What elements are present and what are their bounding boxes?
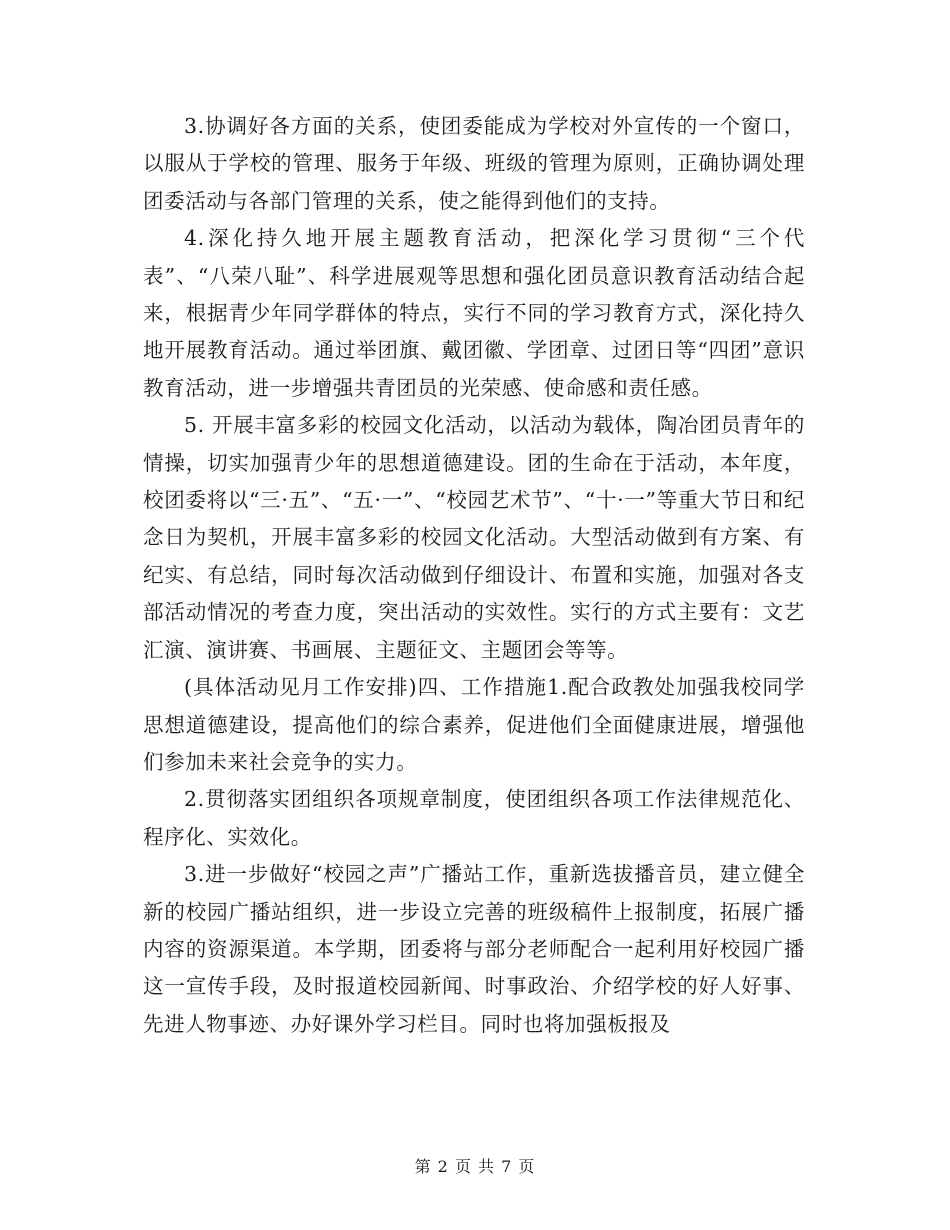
paragraph-item-4-theme-education: 4.深化持久地开展主题教育活动，把深化学习贯彻“三个代表”、“八荣八耻”、科学进展观等思想和强化团员意识教育活动结合起来，根据青少年同学群体的特点，实行不同的学习教育方式，深化持久地开展教育活动。通过举团旗、戴团徽、学团章、过团日等“四团”意识教育活动，进一步增强共青团员的光荣感、使命感和责任感。 <box>143 226 805 400</box>
document-body <box>143 108 805 1043</box>
paragraph-item-5-campus-culture: 5. 开展丰富多彩的校园文化活动，以活动为载体，陶冶团员青年的情操，切实加强青少年的思想道德建设。团的生命在于活动，本年度，校团委将以“三·五”、“五·一”、“校园艺术节”、“十·一”等重大节日和纪念日为契机，开展丰富多彩的校园文化活动。大型活动做到有方案、有纪实、有总结，同时每次活动做到仔细设计、布置和实施，加强对各支部活动情况的考查力度，突出活动的实效性。实行的方式主要有：文艺汇演、演讲赛、书画展、主题征文、主题团会等等。 <box>143 413 805 662</box>
paragraph-work-measures-3: 3.进一步做好“校园之声”广播站工作，重新选拔播音员，建立健全新的校园广播站组织，进一步设立完善的班级稿件上报制度，拓展广播内容的资源渠道。本学期，团委将与部分老师配合一起利用好校园广播这一宣传手段，及时报道校园新闻、时事政治、介绍学校的好人好事、先进人物事迹、办好课外学习栏目。同时也将加强板报及 <box>143 862 805 1036</box>
page-number-footer: 第 2 页 共 7 页 <box>414 1157 536 1176</box>
paragraph-work-measures-2: 2.贯彻落实团组织各项规章制度，使团组织各项工作法律规范化、程序化、实效化。 <box>143 787 805 849</box>
paragraph-item-3-relations: 3.协调好各方面的关系，使团委能成为学校对外宣传的一个窗口，以服从于学校的管理、服务于年级、班级的管理为原则，正确协调处理团委活动与各部门管理的关系，使之能得到他们的支持。 <box>143 114 805 213</box>
paragraph-work-measures-1: (具体活动见月工作安排)四、工作措施1.配合政教处加强我校同学思想道德建设，提高他们的综合素养，促进他们全面健康进展，增强他们参加未来社会竞争的实力。 <box>143 675 805 774</box>
